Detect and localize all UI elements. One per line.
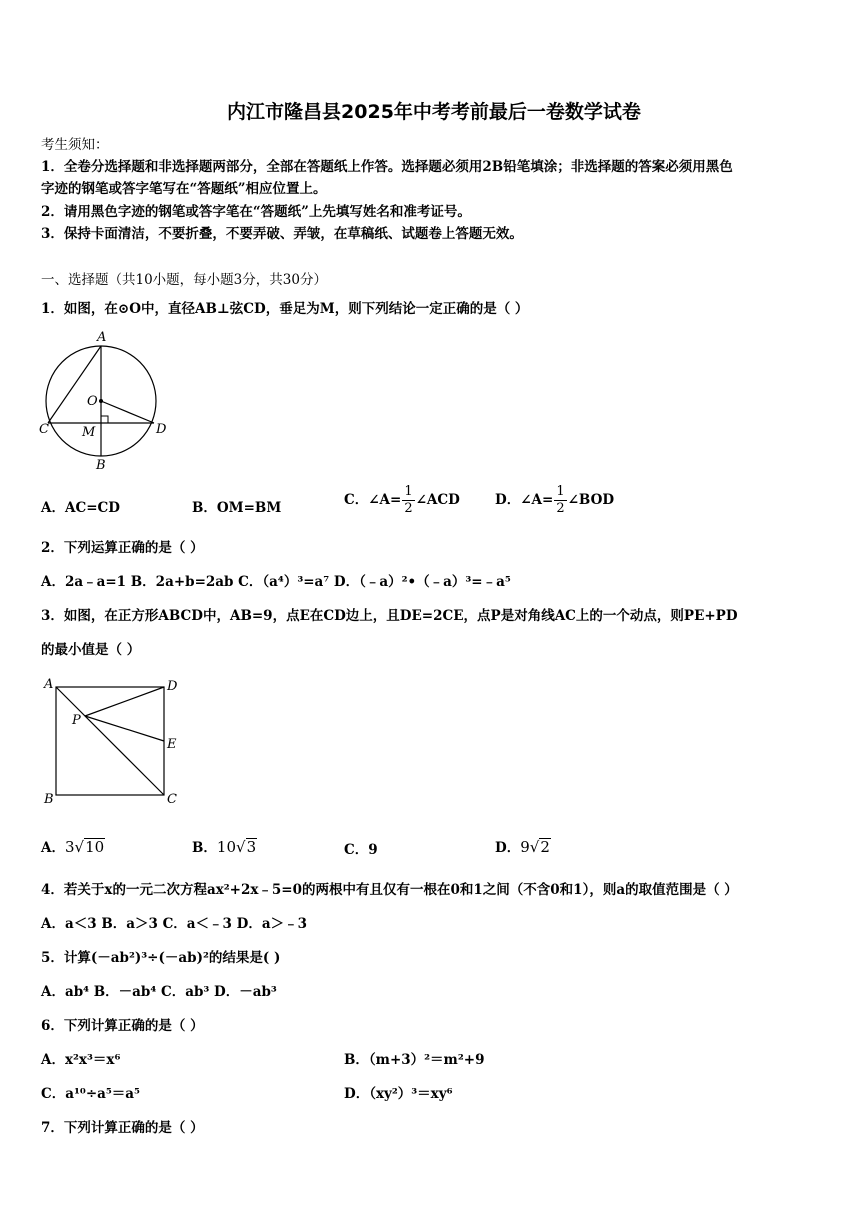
notice-line-2: 2．请用黑色字迹的钢笔或答字笔在“答题纸”上先填写姓名和准考证号。 [41, 204, 471, 220]
exam-title: 内江市隆昌县2025年中考考前最后一卷数学试卷 [227, 101, 641, 123]
label-B: B [96, 458, 106, 473]
label-D: D [167, 679, 178, 694]
q1-option-b[interactable]: B．OM=BM [192, 500, 282, 516]
notice-heading: 考生须知： [41, 137, 109, 153]
label-O: O [87, 394, 98, 409]
q3-option-b[interactable]: B．10√3 [192, 838, 257, 856]
q4-options[interactable]: A．a＜3 B．a＞3 C．a＜﹣3 D．a＞﹣3 [41, 916, 307, 932]
q6-option-a[interactable]: A．x²x³＝x⁶ [41, 1052, 121, 1068]
q5-options[interactable]: A．ab⁴ B．－ab⁴ C．ab³ D．－ab³ [41, 984, 277, 1000]
q3-square-figure [40, 672, 190, 807]
q3-option-c[interactable]: C．9 [344, 842, 378, 858]
q2-stem: 2．下列运算正确的是（ ） [41, 540, 204, 556]
q1-option-c-suffix: ∠ACD [415, 492, 460, 508]
label-P: P [72, 713, 81, 728]
q3-option-d[interactable]: D．9√2 [495, 838, 550, 856]
q1-option-a[interactable]: A．AC=CD [41, 500, 120, 516]
label-C: C [167, 792, 177, 807]
q3-option-a[interactable]: A．3√10 [41, 838, 105, 856]
q5-stem: 5．计算(－ab²)³÷(－ab)²的结果是( ) [41, 950, 281, 966]
q1-option-d-prefix: D．∠A= [495, 492, 554, 508]
q1-option-c[interactable] [344, 484, 460, 517]
fraction-half: $\frac{1}{2}$ [404, 484, 413, 516]
q6-option-b[interactable]: B．（m+3）²＝m²+9 [344, 1052, 485, 1068]
q3-stem-line-2: 的最小值是（ ） [41, 642, 141, 658]
q1-circle-figure [35, 327, 175, 477]
q6-stem: 6．下列计算正确的是（ ） [41, 1018, 204, 1034]
q1-stem: 1．如图，在⊙O中，直径AB⊥弦CD，垂足为M，则下列结论一定正确的是（ ） [41, 301, 529, 317]
q6-option-d[interactable]: D．（xy²）³＝xy⁶ [344, 1086, 453, 1102]
q4-stem: 4．若关于x的一元二次方程ax²+2x﹣5=0的两根中有且仅有一根在0和1之间（不含0和1），则a的取值范围是（ ） [41, 882, 738, 898]
q7-stem: 7．下列计算正确的是（ ） [41, 1120, 204, 1136]
label-E: E [167, 737, 177, 752]
fraction-half: $\frac{1}{2}$ [556, 484, 565, 516]
notice-line-3: 3．保持卡面清洁，不要折叠，不要弄破、弄皱，在草稿纸、试题卷上答题无效。 [41, 226, 523, 242]
q3-stem-line-1: 3．如图，在正方形ABCD中，AB=9，点E在CD边上，且DE=2CE，点P是对角线AC上的一个动点，则PE+PD [41, 608, 738, 624]
q1-option-d[interactable] [495, 484, 614, 517]
label-B: B [44, 792, 54, 807]
label-A: A [97, 330, 107, 345]
q2-options[interactable]: A．2a﹣a=1 B．2a+b=2ab C．（a⁴）³=a⁷ D．（﹣a）²•（﹣a）³=﹣a⁵ [41, 574, 511, 590]
label-A: A [44, 677, 54, 692]
q1-option-c-prefix: C．∠A= [344, 492, 402, 508]
section-heading: 一、选择题（共10小题，每小题3分，共30分） [41, 272, 327, 288]
label-D: D [156, 422, 167, 437]
notice-line-1a: 1．全卷分选择题和非选择题两部分，全部在答题纸上作答。选择题必须用2B铅笔填涂；非选择题的答案必须用黑色 [41, 159, 733, 175]
label-M: M [82, 425, 96, 440]
label-C: C [39, 422, 49, 437]
q6-option-c[interactable]: C．a¹⁰÷a⁵＝a⁵ [41, 1086, 140, 1102]
notice-line-1b: 字迹的钢笔或答字笔写在“答题纸”相应位置上。 [41, 181, 327, 197]
q1-option-d-suffix: ∠BOD [567, 492, 615, 508]
